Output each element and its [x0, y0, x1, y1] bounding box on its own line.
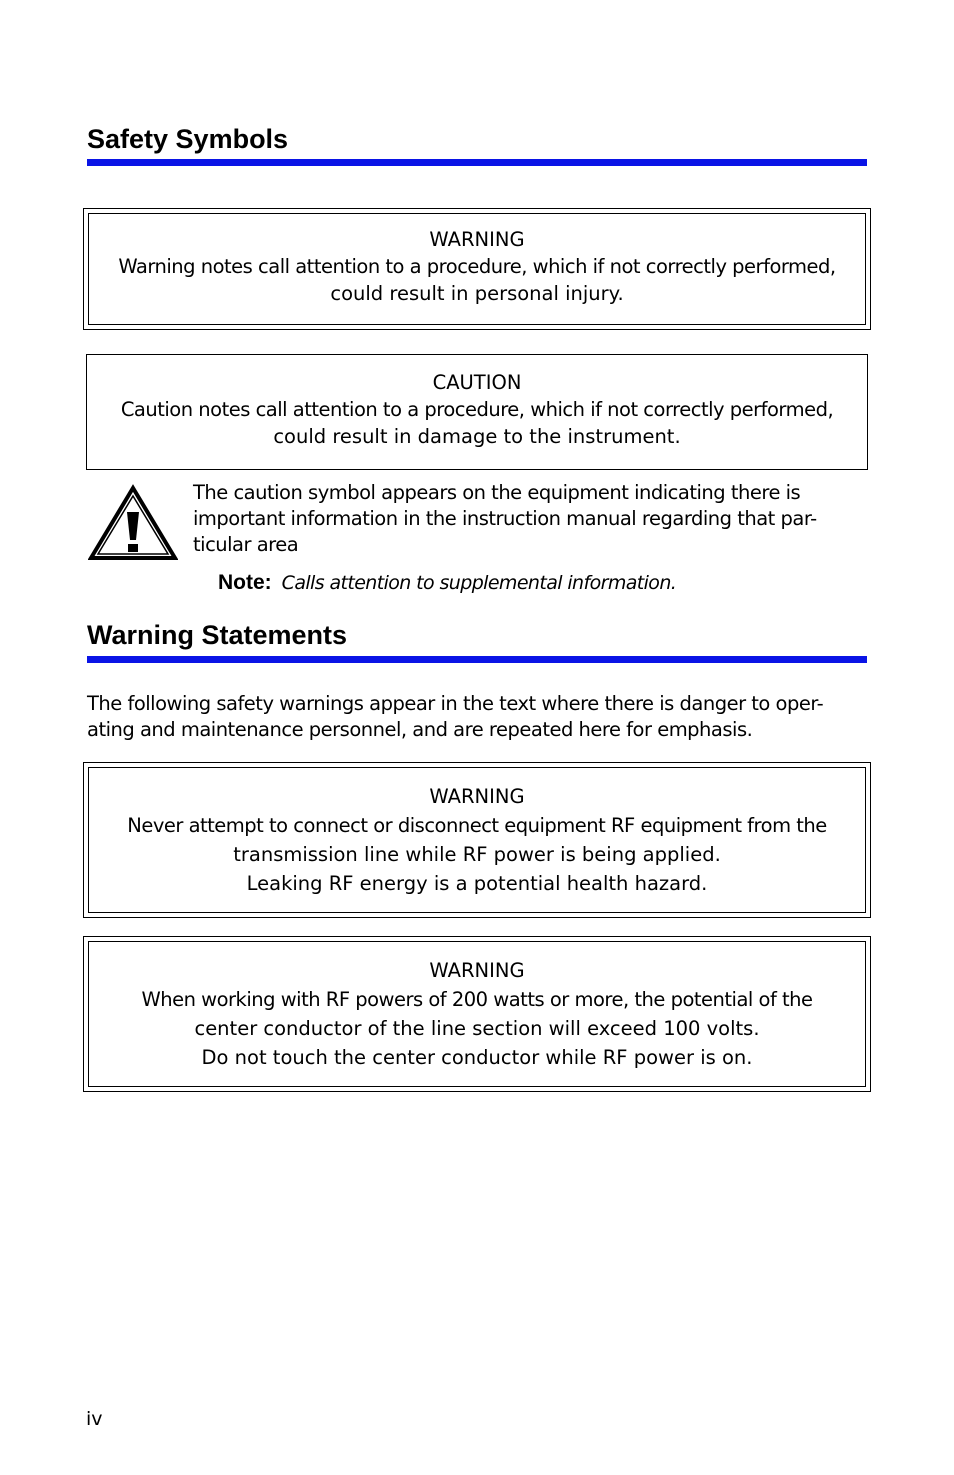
rf-warning-box-inner [88, 767, 866, 913]
caution-text-line: Caution notes call attention to a procedure, which if not correctly performed, [120, 398, 834, 421]
note-text: Calls attention to supplemental information. [281, 572, 677, 594]
warning-statements-intro [87, 691, 867, 743]
warning-text-line: center conductor of the line section will exceed 100 volts. [194, 1017, 760, 1040]
caution-box [86, 354, 868, 470]
warning-triangle-icon [88, 484, 178, 562]
intro-line: The following safety warnings appear in the text where there is danger to oper- [87, 692, 824, 715]
note-label: Note: [218, 571, 272, 594]
note [218, 570, 676, 596]
section-rule [87, 656, 867, 663]
warning-text-line: Do not touch the center conductor while RF power is on. [201, 1046, 753, 1069]
warning-statements-heading: Warning Statements [87, 620, 348, 650]
caution-text-line: could result in damage to the instrument. [273, 425, 681, 448]
voltage-warning-box [83, 936, 871, 1092]
warning-box-inner [88, 213, 866, 325]
warning-text-line: Leaking RF energy is a potential health hazard. [246, 872, 708, 895]
warning-label: WARNING [429, 959, 525, 982]
rf-warning-box [83, 762, 871, 918]
caution-symbol-line: important information in the instruction manual regarding that par- [193, 507, 817, 530]
caution-symbol-line: The caution symbol appears on the equipment indicating there is [193, 481, 801, 504]
warning-label: WARNING [429, 228, 525, 251]
warning-text-line: Never attempt to connect or disconnect equipment RF equipment from the [127, 814, 827, 837]
warning-text-line: transmission line while RF power is being applied. [233, 843, 721, 866]
section-rule [87, 159, 867, 166]
caution-label: CAUTION [432, 371, 522, 394]
warning-text-line: Warning notes call attention to a procedure, which if not correctly performed, [118, 255, 836, 278]
voltage-warning-box-inner [88, 941, 866, 1087]
caution-symbol-description [193, 480, 863, 558]
caution-symbol-line: ticular area [193, 533, 299, 556]
warning-text-line: could result in personal injury. [330, 282, 624, 305]
warning-label: WARNING [429, 785, 525, 808]
page-number: iv [86, 1408, 103, 1430]
safety-symbols-heading: Safety Symbols [87, 124, 289, 154]
warning-text-line: When working with RF powers of 200 watts or more, the potential of the [141, 988, 813, 1011]
warning-box [83, 208, 871, 330]
intro-line: ating and maintenance personnel, and are repeated here for emphasis. [87, 718, 753, 741]
